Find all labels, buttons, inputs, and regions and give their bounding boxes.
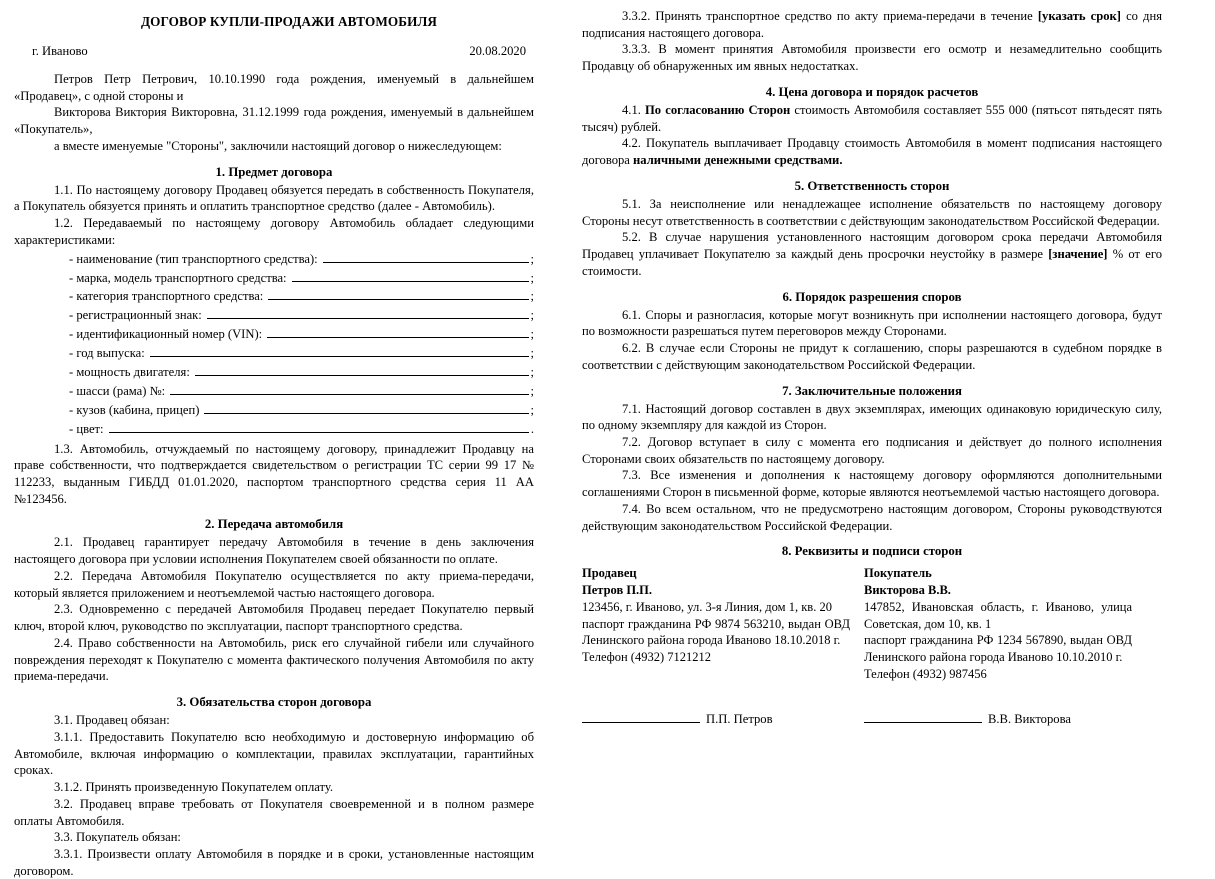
section-7-heading: 7. Заключительные положения (782, 383, 962, 398)
clause-4-1-emphasis: По согласованию Сторон (645, 102, 791, 117)
clause-4-2 (582, 135, 1162, 168)
seller-signature-line[interactable] (582, 711, 700, 723)
section-4-heading: 4. Цена договора и порядок расчетов (765, 84, 979, 99)
section-5-heading: 5. Ответственность сторон (794, 178, 950, 193)
field-blank-line[interactable] (207, 307, 529, 319)
clause-1-3: 1.3. Автомобиль, отчуждаемый по настоящему договору, принадлежит Продавцу на праве собственности, что подтверждается свидетельством о регистрации ТС серии 99 17 № 112233, выданным ГИБДД 01.01.2020, паспортом транспортного средства серия 11 АА №123456. (14, 441, 534, 506)
clause-5-2 (582, 229, 1162, 279)
field-label: - марка, модель транспортного средства: (69, 270, 287, 285)
clause-4-2-emphasis: наличными денежными средствами. (633, 153, 843, 168)
field-blank-line[interactable] (150, 345, 529, 357)
clause-3-3-2 (582, 8, 1162, 41)
clause-3-1-1: 3.1.1. Предоставить Покупателю всю необходимую и достоверную информацию об Автомобиле, включая информацию о комплектации, правилах эксплуатации, гарантийных сроках. (14, 729, 534, 778)
clause-1-2: 1.2. Передаваемый по настоящему договору Автомобиль обладает следующими характеристиками: (14, 216, 534, 247)
field-row[interactable] (14, 344, 534, 363)
field-terminator: ; (530, 327, 534, 342)
field-terminator: ; (530, 364, 534, 379)
section-1-heading: 1. Предмет договора (215, 164, 333, 179)
clause-2-4: 2.4. Право собственности на Автомобиль, риск его случайной гибели или случайного повреждения переходят к Покупателю с момента фактического получения Автомобиля по акту приема-передачи. (14, 635, 534, 684)
buyer-signature-name: В.В. Викторова (988, 711, 1071, 726)
field-row[interactable] (14, 250, 534, 269)
clause-5-2-text-b: % от его стоимости. (582, 247, 1163, 278)
preamble-buyer: Викторова Виктория Викторовна, 31.12.1999 года рождения, именуемый в дальнейшем «Покупатель», (14, 105, 534, 137)
clause-3-3-2-placeholder: [указать срок] (1037, 9, 1121, 23)
preamble-together: а вместе именуемые "Стороны", заключили настоящий договор о нижеследующем: (54, 138, 502, 153)
field-label: - идентификационный номер (VIN): (69, 327, 263, 342)
field-row[interactable] (14, 382, 534, 401)
seller-signature-area (582, 711, 864, 727)
field-label: - мощность двигателя: (69, 364, 190, 379)
field-terminator: ; (530, 251, 534, 266)
clause-5-2-text-a: 5.2. В случае нарушения установленного настоящим договором срока передачи Автомобиля Продавец уплачивает Покупателю за каждый день просрочки неустойку в размере (582, 230, 1162, 262)
clause-2-1: 2.1. Продавец гарантирует передачу Автомобиля в течение в день заключения настоящего договора при условии исполнения Покупателем своей обязанности по оплате. (14, 535, 534, 567)
field-label: - шасси (рама) №: (69, 383, 166, 398)
field-blank-line[interactable] (195, 364, 529, 376)
field-label: - регистрационный знак: (69, 308, 202, 323)
buyer-requisites (864, 565, 1132, 682)
seller-address: 123456, г. Иваново, ул. 3-я Линия, дом 1, кв. 20 (582, 599, 832, 614)
field-terminator: . (530, 421, 534, 436)
left-column (14, 8, 534, 878)
contract-date: 20.08.2020 (469, 44, 526, 58)
seller-name: Петров П.П. (582, 583, 653, 598)
clause-3-3-1: 3.3.1. Произвести оплату Автомобиля в порядке и в сроки, установленные настоящим договором. (14, 846, 534, 878)
clause-1-1: 1.1. По настоящему договору Продавец обязуется передать в собственность Покупателя, а Покупатель обязуется принять и оплатить транспортное средство (далее - Автомобиль). (14, 182, 534, 214)
clause-3-3-2-text-a: 3.3.2. Принять транспортное средство по акту приема-передачи в течение (622, 9, 1038, 23)
clause-4-1-text-a: 4.1. (622, 102, 646, 117)
seller-requisites (582, 565, 850, 682)
clause-3-1-2: 3.1.2. Принять произведенную Покупателем оплату. (54, 780, 334, 795)
field-row[interactable] (14, 325, 534, 344)
field-terminator: ; (530, 289, 534, 304)
right-column (582, 8, 1162, 837)
seller-signature-name: П.П. Петров (706, 711, 773, 726)
field-row[interactable] (14, 363, 534, 382)
clause-5-1: 5.1. За неисполнение или ненадлежащее исполнение обязательств по настоящему договору Стороны несут ответственность в соответствии с действующим законодательством Российской Федерации. (582, 196, 1162, 228)
field-blank-line[interactable] (267, 326, 528, 338)
vehicle-characteristics-fields (14, 250, 534, 439)
field-terminator: ; (530, 346, 534, 361)
buyer-phone: Телефон (4932) 987456 (864, 666, 987, 681)
field-label: - категория транспортного средства: (69, 289, 264, 304)
clause-7-2: 7.2. Договор вступает в силу с момента его подписания и действует до полного исполнения Сторонами своих обязательств по настоящему договору. (582, 435, 1162, 466)
clause-4-1-text-b: стоимость Автомобиля составляет 555 000 (пятьсот пятьдесят пять тысяч) рублей. (582, 102, 1162, 134)
field-terminator: ; (530, 383, 534, 398)
clause-3-3-3: 3.3.3. В момент принятия Автомобиля произвести его осмотр и незамедлительно сообщить Продавцу об обнаруженных им явных недостатках. (582, 42, 1162, 74)
buyer-signature-line[interactable] (864, 711, 982, 723)
clause-7-4: 7.4. Во всем остальном, что не предусмотрено настоящим договором, Стороны руководствуются действующим законодательством Российской Федерации. (582, 501, 1162, 533)
clause-2-3: 2.3. Одновременно с передачей Автомобиля Продавец передает Покупателю первый ключ, второй ключ, руководство по эксплуатации, паспорт транспортного средства. (14, 602, 534, 634)
field-blank-line[interactable] (204, 402, 528, 414)
clause-5-2-placeholder: [значение] (1048, 247, 1108, 262)
requisites-block (582, 565, 1162, 682)
field-blank-line[interactable] (292, 270, 529, 282)
clause-2-2: 2.2. Передача Автомобиля Покупателю осуществляется по акту приема-передачи, который является приложением и неотъемлемой частью настоящего договора. (14, 568, 534, 600)
field-label: - кузов (кабина, прицеп) (69, 402, 200, 417)
clause-3-3: 3.3. Покупатель обязан: (54, 830, 181, 845)
clause-4-1 (582, 102, 1162, 135)
clause-7-1: 7.1. Настоящий договор составлен в двух экземплярах, имеющих одинаковую юридическую силу, по одному экземпляру для каждой из Сторон. (582, 401, 1162, 433)
section-8-heading: 8. Реквизиты и подписи сторон (781, 544, 963, 559)
field-terminator: ; (530, 402, 534, 417)
signature-block (582, 711, 1162, 727)
field-blank-line[interactable] (109, 421, 529, 433)
field-label: - год выпуска: (69, 346, 145, 361)
seller-phone: Телефон (4932) 7121212 (582, 650, 712, 665)
field-blank-line[interactable] (268, 288, 528, 300)
field-row[interactable] (14, 306, 534, 325)
field-row[interactable] (14, 420, 534, 439)
field-blank-line[interactable] (323, 251, 529, 263)
section-6-heading: 6. Порядок разрешения споров (782, 289, 962, 304)
clause-4-2-text-a: 4.2. Покупатель выплачивает Продавцу стоимость Автомобиля в момент подписания настоящего договора (582, 136, 1162, 168)
field-terminator: ; (530, 270, 534, 285)
field-row[interactable] (14, 401, 534, 420)
city-label: г. Иваново (32, 44, 88, 58)
buyer-name: Викторова В.В. (864, 583, 951, 598)
clause-7-3: 7.3. Все изменения и дополнения к настоящему договору оформляются дополнительными соглашениями Сторон в письменной форме, которые являются неотъемлемой частью настоящего договора. (582, 468, 1162, 500)
city-date-line (14, 44, 534, 59)
section-3-heading: 3. Обязательства сторон договора (176, 695, 372, 710)
section-2-heading: 2. Передача автомобиля (204, 517, 344, 532)
buyer-role-label: Покупатель (864, 566, 932, 581)
buyer-passport: паспорт гражданина РФ 1234 567890, выдан ОВД Ленинского района города Иваново 10.10.2010 г. (864, 633, 1132, 665)
field-label: - цвет: (69, 421, 104, 436)
field-blank-line[interactable] (170, 383, 528, 395)
clause-6-1: 6.1. Споры и разногласия, которые могут возникнуть при исполнении настоящего договора, будут по возможности разрешаться путем переговоров между Сторонами. (582, 307, 1162, 339)
field-row[interactable] (14, 287, 534, 306)
buyer-address: 147852, Ивановская область, г. Иваново, улица Советская, дом 10, кв. 1 (864, 599, 1132, 631)
preamble-seller: Петров Петр Петрович, 10.10.1990 года рождения, именуемый в дальнейшем «Продавец», с одной стороны и (14, 72, 534, 103)
buyer-signature-area (864, 711, 1146, 727)
field-label: - наименование (тип транспортного средства): (69, 251, 318, 266)
page-title: ДОГОВОР КУПЛИ-ПРОДАЖИ АВТОМОБИЛЯ (140, 14, 438, 29)
clause-3-1: 3.1. Продавец обязан: (54, 713, 170, 728)
field-row[interactable] (14, 269, 534, 288)
seller-role-label: Продавец (582, 566, 637, 581)
clause-6-2: 6.2. В случае если Стороны не придут к соглашению, споры разрешаются в судебном порядке в соответствии с действующим законодательством Российской Федерации. (582, 341, 1162, 372)
field-terminator: ; (530, 308, 534, 323)
clause-3-3-2-text-b: со дня подписания настоящего договора. (582, 9, 1162, 40)
clause-3-2: 3.2. Продавец вправе требовать от Покупателя своевременной и в полном размере оплаты Автомобиля. (14, 796, 534, 828)
seller-passport: паспорт гражданина РФ 9874 563210, выдан ОВД Ленинского района города Иваново 18.10.2018 г. (582, 616, 850, 648)
